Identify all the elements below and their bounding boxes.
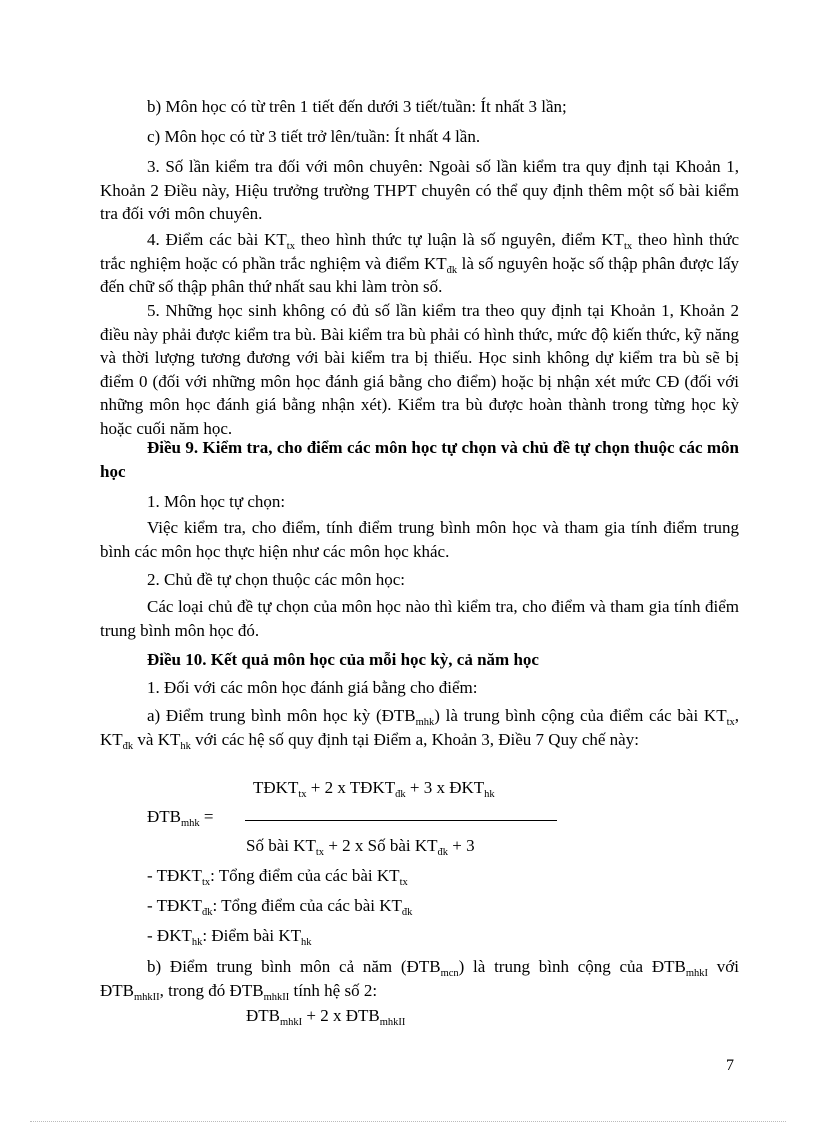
definition-tdkt-dk: - $TĐKT_{đk}$: Tổng điểm của các bài $KT_{đk}$ <box>147 896 413 918</box>
dieu10-item-a: a) Điểm trung bình môn học kỳ $(ĐTB_{mhk})$ là trung bình cộng của điểm các bài $KT_{tx}$, $KT_{đk}$ và $KT_{hk}$ với các hệ số quy định tại Điểm a, Khoản 3, Điều 7 Quy chế này: <box>100 706 740 752</box>
formula-denominator: Số bài $KT_{tx} + 2$ x Số bài $KT_{đk} + 3$ <box>246 836 475 858</box>
formula-numerator: $TĐKT_{tx} + 2$ x $TĐKT_{đk} + 3$ x $ĐKT_{hk}$ <box>253 778 495 800</box>
dieu10-item-b: b) Điểm trung bình môn cả năm $(ĐTB_{mcn})$ là trung bình cộng của $ĐTB_{mhkI}$ với $ĐTB_{mhkII}$, trong đó $ĐTB_{mhkII}$ tính hệ số 2: <box>100 957 739 1003</box>
paragraph-c: c) Môn học có từ 3 tiết trở lên/tuần: Ít nhất 4 lần. <box>147 127 481 146</box>
dieu10-item-1: 1. Đối với các môn học đánh giá bằng cho điểm: <box>147 678 478 697</box>
formula-annual-numerator: $ĐTB_{mhkI} + 2$ x $ĐTB_{mhkII}$ <box>246 1006 406 1028</box>
formula-lhs: $ĐTB_{mhk}$ = <box>147 807 214 829</box>
dieu9-item-1-text: Việc kiểm tra, cho điểm, tính điểm trung bình môn học và tham gia tính điểm trung bình các môn học thực hiện như các môn học khác. <box>100 518 739 561</box>
dieu9-item-2-title: 2. Chủ đề tự chọn thuộc các môn học: <box>147 570 406 589</box>
paragraph-item-4: 4. Điểm các bài $KT_{tx}$ theo hình thức tự luận là số nguyên, điểm $KT_{tx}$ theo hình thức trắc nghiệm hoặc có phần trắc nghiệm và điểm $KT_{đk}$ là số nguyên hoặc số thập phân được lấy đến chữ số thập phân thứ nhất sau khi làm tròn số. <box>100 230 739 296</box>
fraction-bar <box>245 820 557 821</box>
heading-dieu-9: Điều 9. Kiểm tra, cho điểm các môn học tự chọn và chủ đề tự chọn thuộc các môn học <box>100 438 739 481</box>
definition-tdkt-tx: - $TĐKT_{tx}$: Tổng điểm của các bài $KT_{tx}$ <box>147 866 408 888</box>
page-bottom-divider <box>30 1121 786 1122</box>
definition-dkt-hk: - $ĐKT_{hk}$: Điểm bài $KT_{hk}$ <box>147 926 312 948</box>
heading-dieu-10: Điều 10. Kết quả môn học của mỗi học kỳ, cả năm học <box>147 650 539 669</box>
dieu9-item-2-text: Các loại chủ đề tự chọn của môn học nào thì kiểm tra, cho điểm và tham gia tính điểm trung bình môn học đó. <box>100 597 739 640</box>
page-number: 7 <box>726 1057 734 1074</box>
paragraph-item-3: 3. Số lần kiểm tra đối với môn chuyên: Ngoài số lần kiểm tra quy định tại Khoản 1, Khoản 2 Điều này, Hiệu trưởng trường THPT chuyên có thể quy định thêm một số bài kiểm tra đối với môn chuyên. <box>100 157 739 223</box>
paragraph-b: b) Môn học có từ trên 1 tiết đến dưới 3 tiết/tuần: Ít nhất 3 lần; <box>147 97 567 116</box>
dieu9-item-1-title: 1. Môn học tự chọn: <box>147 492 286 511</box>
paragraph-item-5: 5. Những học sinh không có đủ số lần kiểm tra theo quy định tại Khoản 1, Khoản 2 điều này phải được kiểm tra bù. Bài kiểm tra bù phải có hình thức, mức độ kiến thức, kỹ năng và thời lượng tương đương với bài kiểm tra bị thiếu. Học sinh không dự kiểm tra bù sẽ bị điểm 0 (đối với những môn học đánh giá bằng cho điểm) hoặc bị nhận xét mức CĐ (đối với những môn học đánh giá bằng nhận xét). Kiểm tra bù được hoàn thành trong từng học kỳ hoặc cuối năm học. <box>100 301 739 438</box>
